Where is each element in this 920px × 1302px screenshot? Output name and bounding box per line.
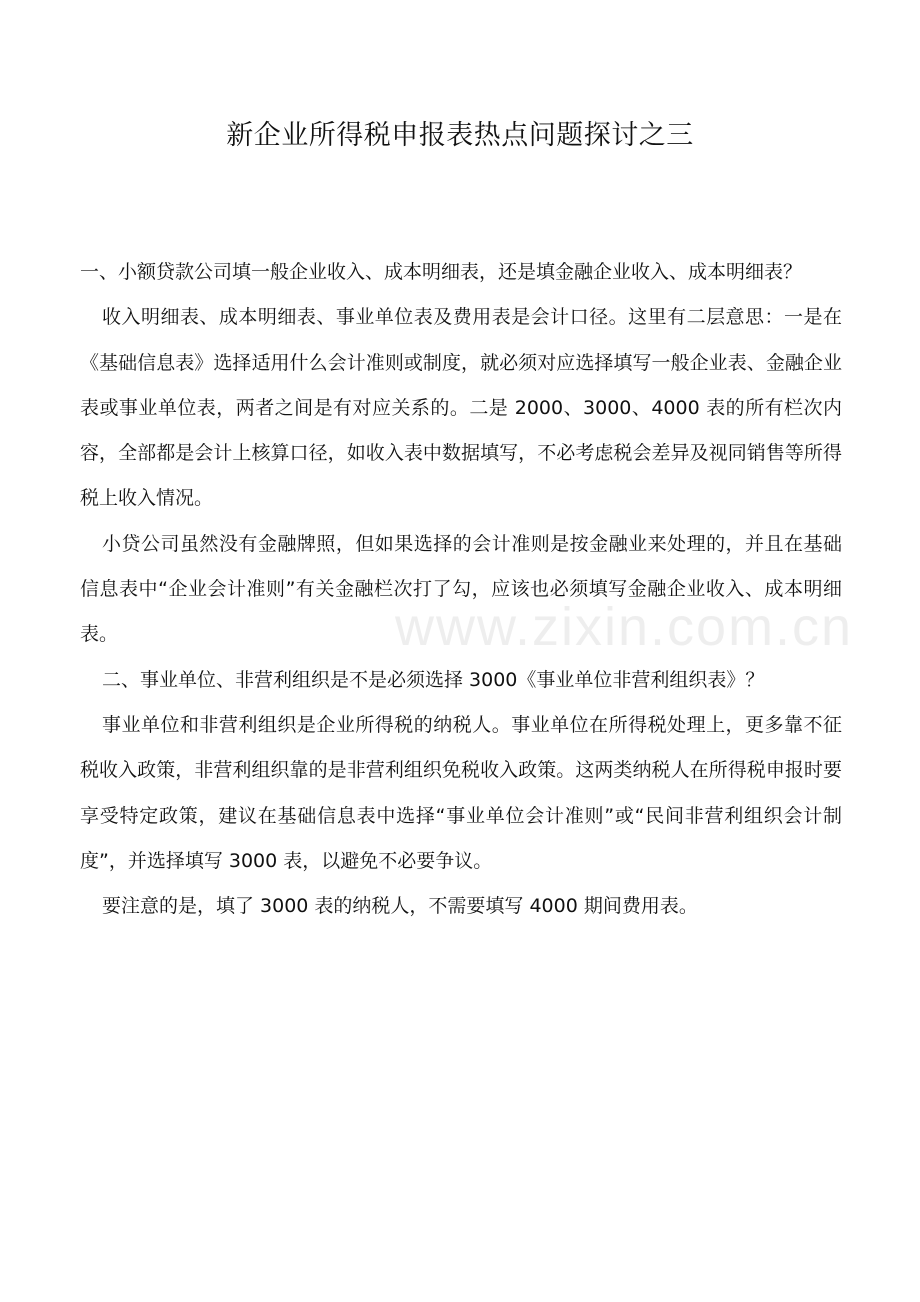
watermark: www.zixin.com.cn [395, 597, 854, 657]
note-paragraph: 要注意的是，填了 3000 表的纳税人，不需要填写 4000 期间费用表。 [102, 895, 698, 918]
document-body [80, 250, 842, 929]
question-heading-1: 一、小额贷款公司填一般企业收入、成本明细表，还是填金融企业收入、成本明细表？ [80, 261, 803, 283]
answer-paragraph: 收入明细表、成本明细表、事业单位表及费用表是会计口径。这里有二层意思：一是在《基础信息表》选择适用什么会计准则或制度，就必须对应选择填写一般企业表、金融企业表或事业单位表，两者之间是有对应关系的。二是 2000、3000、4000 表的所有栏次内容，全部都是会计上核算口径，如收入表中数据填写，不必考虑税会差异及视同销售等所得税上收入情况。 [80, 306, 842, 510]
answer-paragraph: 小贷公司虽然没有金融牌照，但如果选择的会计准则是按金融业来处理的，并且在基础信息表中“企业会计准则”有关金融栏次打了勾，应该也必须填写金融企业收入、成本明细表。 [80, 532, 842, 646]
document-title: 新企业所得税申报表热点问题探讨之三 [226, 120, 694, 151]
answer-paragraph: 事业单位和非营利组织是企业所得税的纳税人。事业单位在所得税处理上，更多靠不征税收入政策，非营利组织靠的是非营利组织免税收入政策。这两类纳税人在所得税申报时要享受特定政策，建议在基础信息表中选择“事业单位会计准则”或“民间非营利组织会计制度”，并选择填写 3000 表，以避免不必要争议。 [80, 713, 842, 872]
question-heading-2: 二、事业单位、非营利组织是不是必须选择 3000《事业单位非营利组织表》？ [102, 668, 765, 691]
